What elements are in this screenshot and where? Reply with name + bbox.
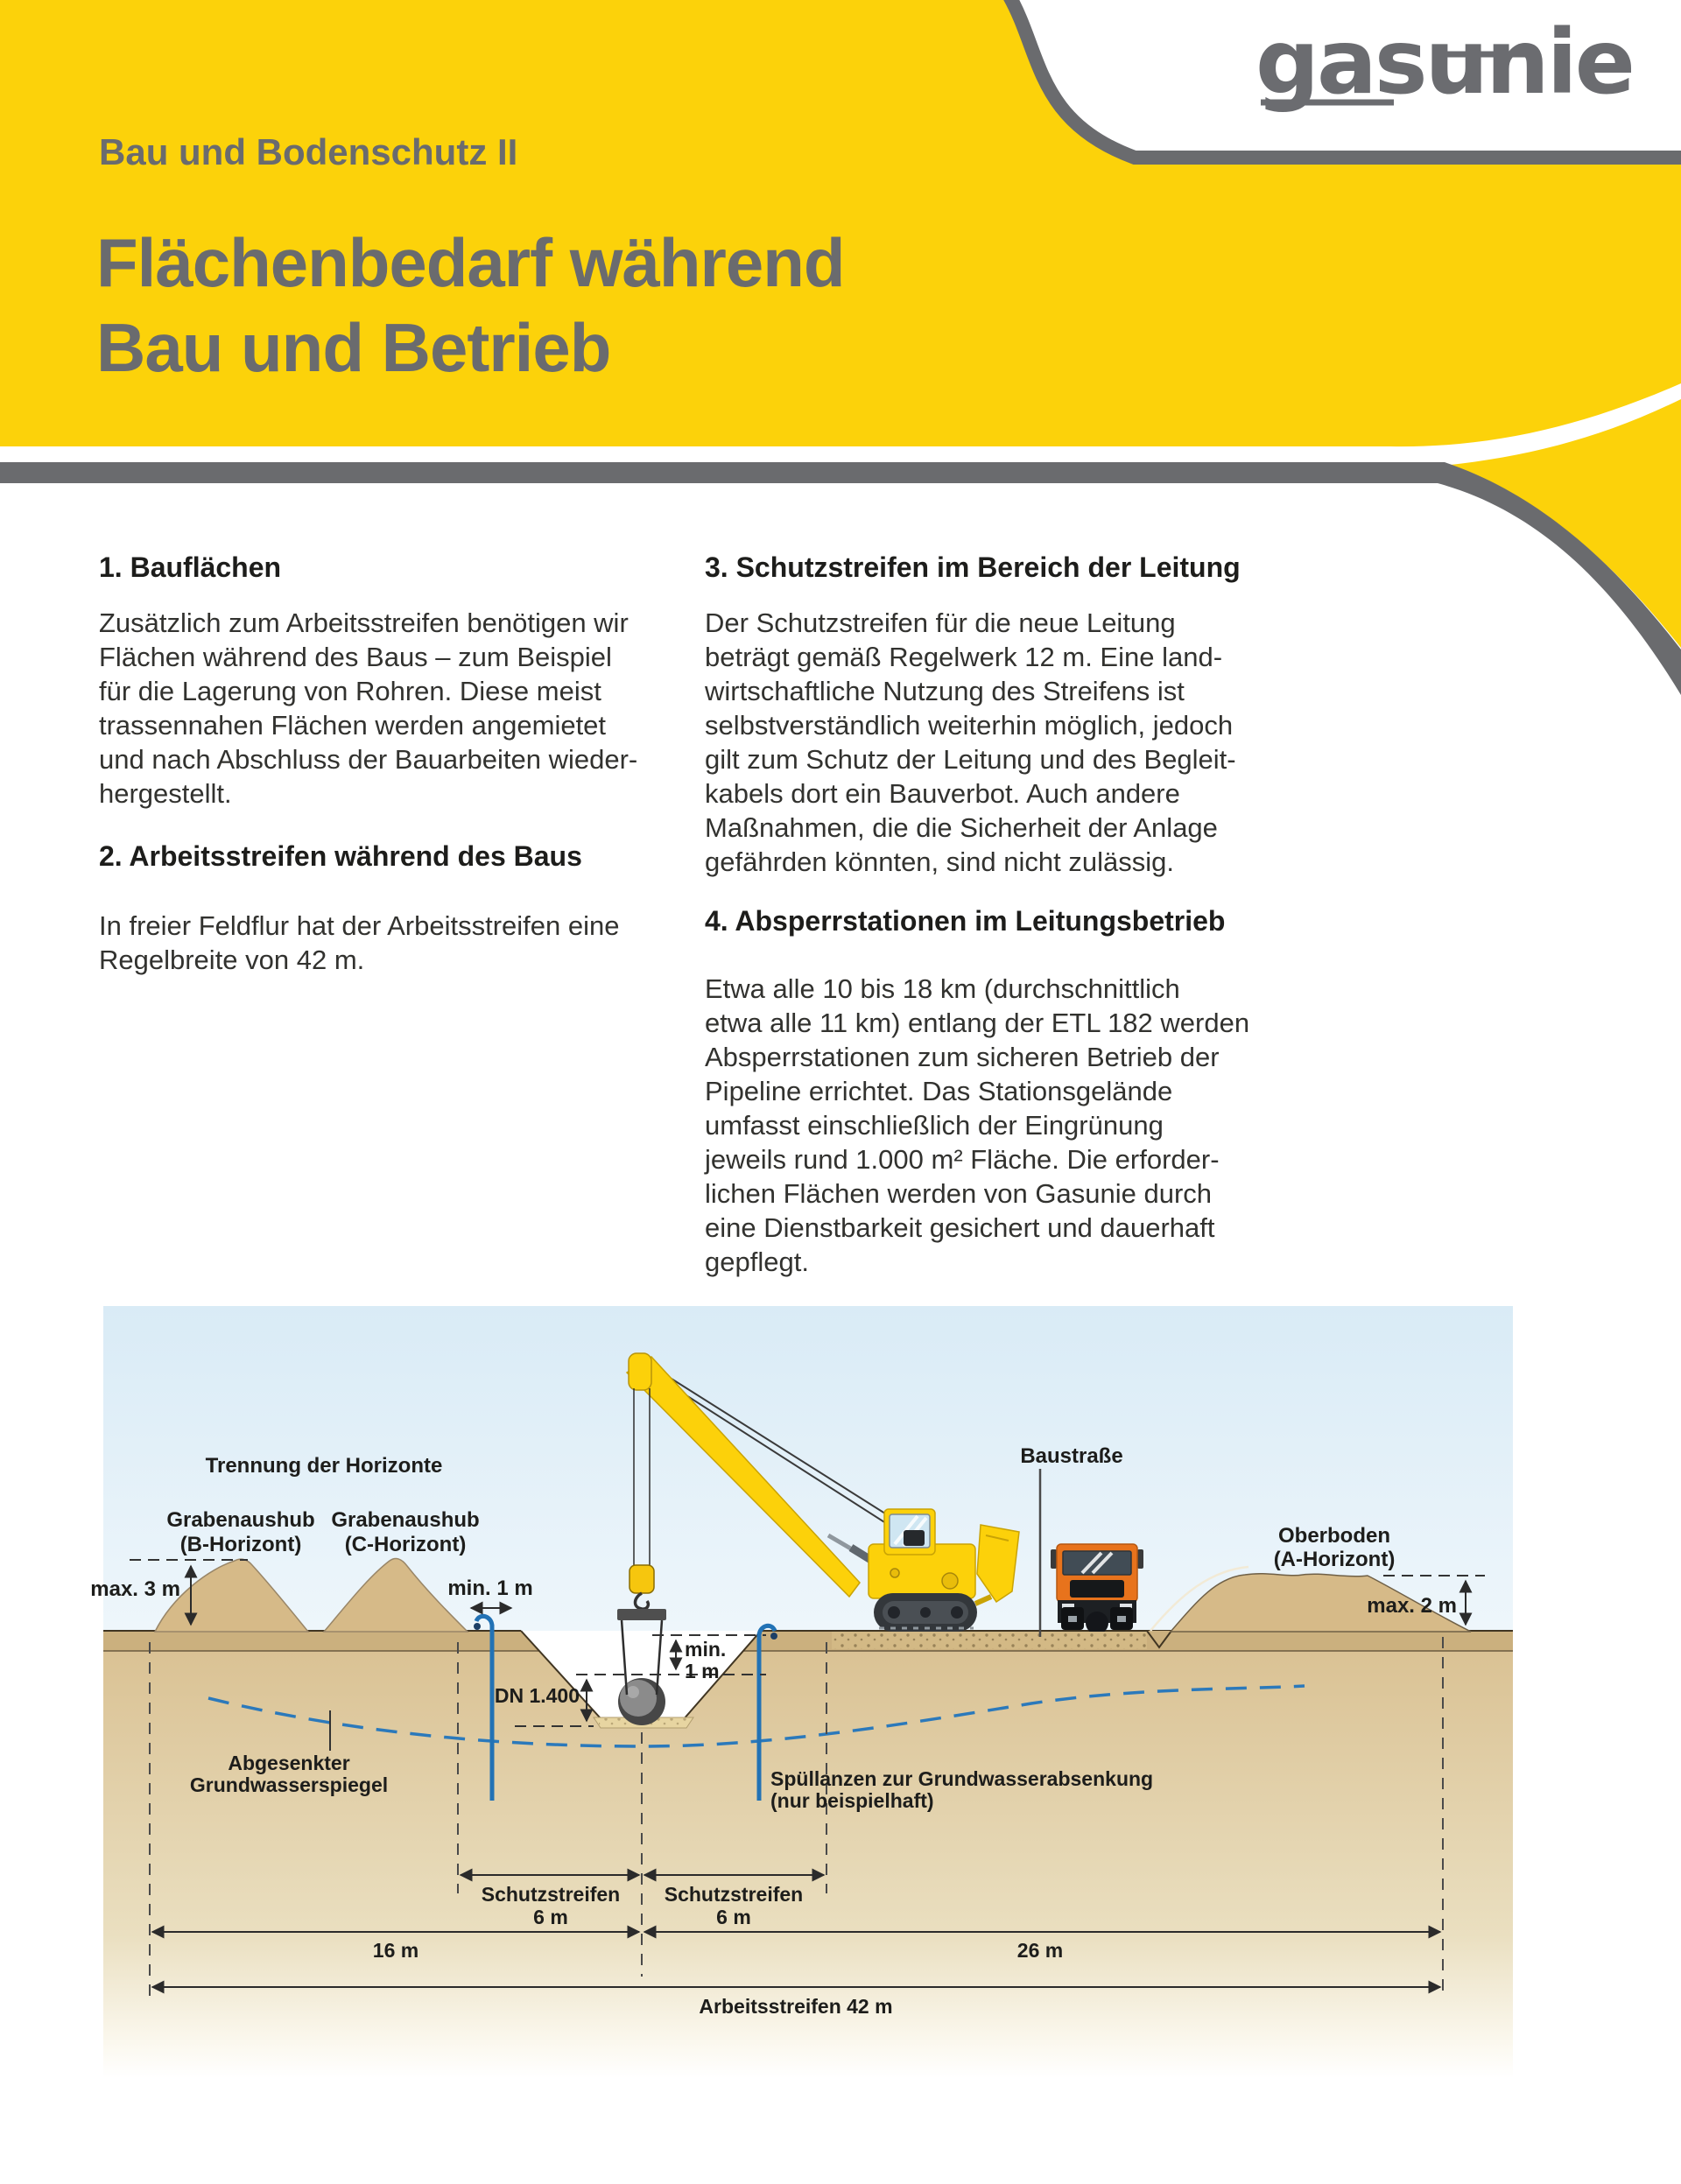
- baustrasse-gravel-texture: [832, 1632, 1147, 1649]
- truck-windshield: [1063, 1551, 1131, 1575]
- label-oberboden-1: Oberboden: [1277, 1524, 1391, 1548]
- text-line: trassennahen Flächen werden angemietet: [99, 710, 607, 741]
- text-line: gefährden könnten, sind nicht zulässig.: [705, 846, 1174, 877]
- label-26m: 26 m: [1016, 1939, 1064, 1962]
- page-subtitle: Bau und Bodenschutz II: [99, 131, 518, 172]
- section-3-body: [705, 606, 1236, 879]
- label-arbeitsstreifen-42m: Arbeitsstreifen 42 m: [699, 1995, 893, 2018]
- text-line: umfasst einschließlich der Eingrünung: [705, 1110, 1164, 1141]
- text-line: Flächen während des Baus – zum Beispiel: [99, 642, 612, 672]
- label-schutzstreifen-right: Schutzstreifen: [664, 1883, 804, 1906]
- label-grabenaushub-b-1: Grabenaushub: [166, 1508, 315, 1532]
- text-line: Pipeline errichtet. Das Stationsgelände: [705, 1076, 1173, 1106]
- section-4-body: [705, 972, 1249, 1279]
- truck-hub-right: [1117, 1616, 1126, 1622]
- section-3-heading: 3. Schutzstreifen im Bereich der Leitung: [705, 551, 1241, 583]
- text-line: Regelbreite von 42 m.: [99, 945, 365, 975]
- label-min-trench-1: min.: [685, 1638, 727, 1661]
- pulley-block: [629, 1565, 654, 1593]
- label-min-trench-2: 1 m: [685, 1660, 720, 1682]
- section-4-heading: 4. Absperrstationen im Leitungsbetrieb: [705, 905, 1226, 937]
- label-schutzstreifen-left-value: 6 m: [533, 1906, 568, 1928]
- text-line: lichen Flächen werden von Gasunie durch: [705, 1178, 1213, 1209]
- section-1-heading: 1. Bauflächen: [99, 551, 282, 583]
- page-title-line1: Flächenbedarf während: [96, 224, 845, 301]
- topsoil-band: [103, 1632, 1513, 1651]
- label-schutzstreifen-right-value: 6 m: [716, 1906, 751, 1928]
- label-baustrasse: Baustraße: [1020, 1444, 1123, 1468]
- text-line: beträgt gemäß Regelwerk 12 m. Eine land-: [705, 642, 1223, 672]
- spreader-bar: [617, 1609, 666, 1620]
- label-grabenaushub-c-1: Grabenaushub: [331, 1508, 480, 1532]
- truck-grille: [1070, 1580, 1124, 1598]
- text-line: für die Lagerung von Rohren. Diese meist: [99, 676, 601, 706]
- section-2-heading: 2. Arbeitsstreifen während des Baus: [99, 840, 582, 872]
- text-line: Maßnahmen, die die Sicherheit der Anlage: [705, 812, 1218, 843]
- text-line: etwa alle 11 km) entlang der ETL 182 werden: [705, 1008, 1250, 1038]
- text-line: und nach Abschluss der Bauarbeiten wieder-: [99, 744, 638, 775]
- page-title-line2: Bau und Betrieb: [96, 309, 611, 386]
- text-line: Der Schutzstreifen für die neue Leitung: [705, 607, 1176, 638]
- text-line: gepflegt.: [705, 1246, 809, 1277]
- excavator-tracks: [874, 1593, 977, 1632]
- text-line: In freier Feldflur hat der Arbeitsstreifen eine: [99, 910, 620, 941]
- truck-mirror-left: [1051, 1549, 1057, 1569]
- text-line: selbstverständlich weiterhin möglich, jedoch: [705, 710, 1234, 741]
- gasunie-logo: [1255, 11, 1633, 115]
- label-max3m: max. 3 m: [90, 1577, 180, 1601]
- label-max2m: max. 2 m: [1367, 1594, 1457, 1618]
- construction-cross-section-diagram: [90, 1306, 1513, 2094]
- text-line: eine Dienstbarkeit gesichert und dauerhaft: [705, 1212, 1215, 1243]
- text-line: Absperrstationen zum sicheren Betrieb der: [705, 1042, 1220, 1072]
- truck-mirror-right: [1137, 1549, 1143, 1569]
- label-16m: 16 m: [372, 1939, 419, 1962]
- winch-drum: [942, 1573, 958, 1589]
- text-line: wirtschaftliche Nutzung des Streifens ist: [705, 676, 1185, 706]
- text-line: kabels dort ein Bauverbot. Auch andere: [705, 778, 1180, 809]
- label-spuellanzen-1: Spüllanzen zur Grundwasserabsenkung: [770, 1767, 1154, 1790]
- truck-hub-left: [1068, 1616, 1077, 1622]
- text-line: Zusätzlich zum Arbeitsstreifen benötigen wir: [99, 607, 629, 638]
- label-oberboden-2: (A-Horizont): [1273, 1548, 1396, 1571]
- truck-axle-hump: [1086, 1612, 1108, 1634]
- label-spuellanzen-2: (nur beispielhaft): [770, 1789, 934, 1812]
- label-trennung: Trennung der Horizonte: [205, 1454, 443, 1478]
- section-1-body: [99, 606, 637, 811]
- label-min1m: min. 1 m: [447, 1577, 533, 1600]
- front-pulley: [890, 1569, 899, 1577]
- boom-tip-pulley: [629, 1353, 651, 1390]
- dump-truck: [1051, 1544, 1143, 1634]
- label-grabenaushub-b-2: (B-Horizont): [179, 1533, 302, 1556]
- label-abgesenkt-1: Abgesenkter: [228, 1752, 350, 1774]
- label-grabenaushub-c-2: (C-Horizont): [344, 1533, 467, 1556]
- section-2-body: [99, 909, 619, 977]
- gasunie-logo-text: gasunie: [1255, 11, 1633, 115]
- label-dn1400: DN 1.400: [494, 1684, 580, 1707]
- label-schutzstreifen-left: Schutzstreifen: [481, 1883, 621, 1906]
- text-line: hergestellt.: [99, 778, 232, 809]
- engine-block: [904, 1530, 925, 1546]
- page-title: [96, 221, 845, 390]
- text-line: Etwa alle 10 bis 18 km (durchschnittlich: [705, 973, 1180, 1004]
- text-line: jeweils rund 1.000 m² Fläche. Die erforder-: [705, 1144, 1220, 1175]
- text-line: gilt zum Schutz der Leitung und des Begleit-: [705, 744, 1236, 775]
- label-abgesenkt-2: Grundwasserspiegel: [189, 1773, 389, 1796]
